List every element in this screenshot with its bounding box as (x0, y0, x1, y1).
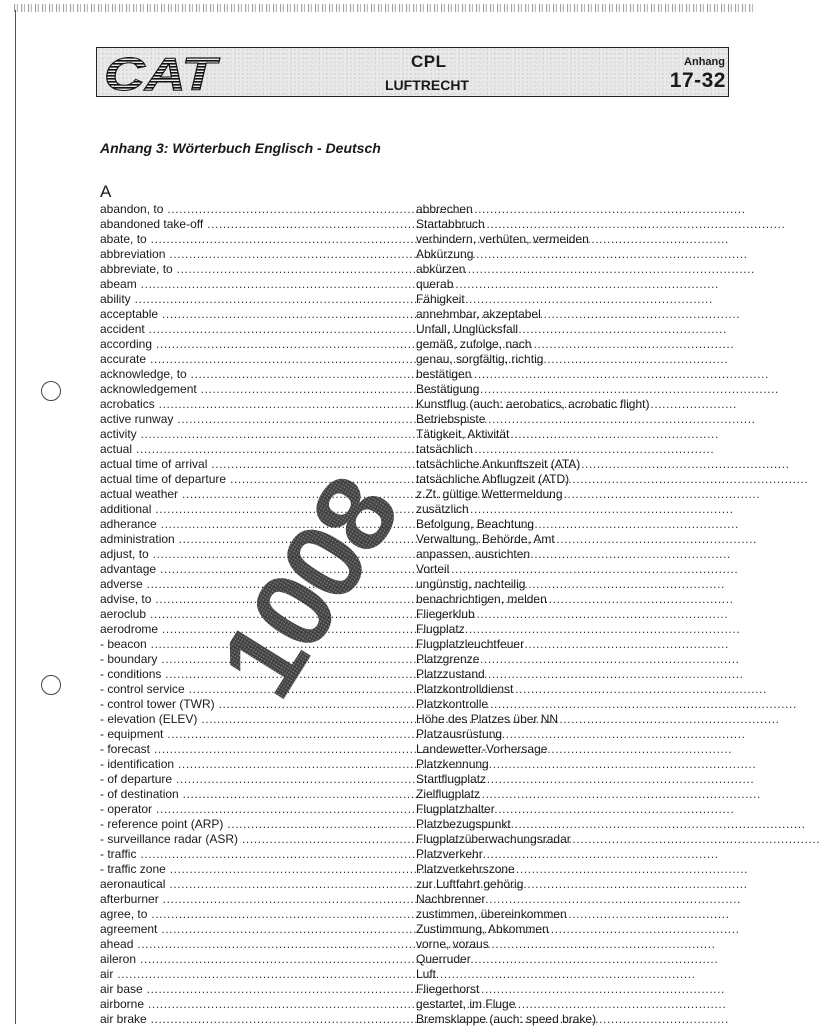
german-translation: gemäß, zufolge, nach (416, 337, 532, 351)
english-term: - boundary ..... (100, 652, 416, 667)
english-term: acceptable ..... (100, 307, 416, 322)
german-translation: Befolgung, Beachtung (416, 517, 535, 531)
english-term: abandon, to ..... (100, 202, 416, 217)
english-term: adverse ..... (100, 577, 416, 592)
german-translation: Bremsklappe (auch: speed brake) (416, 1012, 597, 1026)
dictionary-entry (100, 442, 680, 457)
german-translation: Zielflugplatz (416, 787, 481, 801)
english-term: advantage ..... (100, 562, 416, 577)
english-term: acknowledgement ..... (100, 382, 416, 397)
punch-hole-upper (41, 381, 61, 401)
german-translation: Platzkennung (416, 757, 489, 771)
dictionary-entry (100, 397, 680, 412)
dictionary-entry (100, 517, 680, 532)
english-term: adjust, to ..... (100, 547, 416, 562)
english-term: air base ..... (100, 982, 416, 997)
german-translation: Platzbezugspunkt (416, 817, 511, 831)
dictionary-entry (100, 877, 680, 892)
dictionary-entry (100, 847, 680, 862)
german-translation: bestätigen (416, 367, 472, 381)
dictionary-entry (100, 487, 680, 502)
dictionary-entry (100, 967, 680, 982)
german-translation: Bestätigung (416, 382, 480, 396)
german-translation: Flugplatz (416, 622, 465, 636)
english-term: ability ..... (100, 292, 416, 307)
dictionary-entry (100, 217, 680, 232)
german-translation: Landewetter-Vorhersage (416, 742, 548, 756)
english-term: agree, to ..... (100, 907, 416, 922)
english-term: actual ..... (100, 442, 416, 457)
english-term: - conditions ..... (100, 667, 416, 682)
dictionary-entry (100, 772, 680, 787)
german-translation: Unfall, Unglücksfall (416, 322, 519, 336)
dictionary-entry (100, 322, 680, 337)
dictionary-entry (100, 562, 680, 577)
dictionary-entry (100, 262, 680, 277)
english-term: advise, to ..... (100, 592, 416, 607)
dictionary-entry (100, 787, 680, 802)
dictionary-entry (100, 652, 680, 667)
english-term: abeam ..... (100, 277, 416, 292)
german-translation: verhindern, verhüten, vermeiden (416, 232, 589, 246)
german-translation: vorne, voraus (416, 937, 489, 951)
english-term: - of destination ..... (100, 787, 416, 802)
english-term: afterburner ..... (100, 892, 416, 907)
page-number: 17-32 (669, 69, 726, 92)
german-translation: Platzzustand (416, 667, 485, 681)
scan-noise-top (14, 4, 754, 12)
german-translation: anpassen, ausrichten (416, 547, 531, 561)
english-term: airborne ..... (100, 997, 416, 1012)
german-translation: Betriebspiste (416, 412, 486, 426)
german-translation: tatsächliche Ankunftszeit (ATA) (416, 457, 581, 471)
english-term: acknowledge, to ..... (100, 367, 416, 382)
dictionary-entry (100, 892, 680, 907)
dictionary-entry (100, 697, 680, 712)
svg-text:CAT: CAT (104, 48, 221, 100)
dictionary-entry (100, 532, 680, 547)
german-translation: Flugplatzhalter (416, 802, 495, 816)
english-term: ahead ..... (100, 937, 416, 952)
dictionary-entry (100, 577, 680, 592)
dictionary-entry (100, 862, 680, 877)
german-translation: ungünstig, nachteilig (416, 577, 526, 591)
english-term: - control service ..... (100, 682, 416, 697)
page-header (96, 47, 729, 100)
dictionary-entry (100, 232, 680, 247)
dictionary-entry (100, 982, 680, 997)
german-translation: z.Zt. gültige Wettermeldung (416, 487, 563, 501)
english-term: aerodrome ..... (100, 622, 416, 637)
dictionary-entry (100, 622, 680, 637)
english-term: activity ..... (100, 427, 416, 442)
german-translation: Nachbrenner (416, 892, 486, 906)
dictionary-list (100, 202, 680, 1027)
dictionary-entry (100, 712, 680, 727)
german-translation: Fliegerhorst (416, 982, 480, 996)
german-translation: Flugplatzleuchtfeuer (416, 637, 525, 651)
english-term: - equipment ..... (100, 727, 416, 742)
german-translation: tatsächliche Abflugzeit (ATD) (416, 472, 570, 486)
german-translation: Luft (416, 967, 437, 981)
german-translation: Abkürzung (416, 247, 474, 261)
english-term: accurate ..... (100, 352, 416, 367)
english-term: actual time of departure ..... (100, 472, 416, 487)
page-edge-line (15, 10, 16, 1024)
english-term: agreement ..... (100, 922, 416, 937)
dictionary-entry (100, 367, 680, 382)
dictionary-entry (100, 757, 680, 772)
cat-logo (102, 48, 221, 100)
english-term: abbreviate, to ..... (100, 262, 416, 277)
dictionary-entry (100, 412, 680, 427)
german-translation: benachrichtigen, melden (416, 592, 547, 606)
german-translation: Platzverkehrszone (416, 862, 515, 876)
english-term: according ..... (100, 337, 416, 352)
dictionary-entry (100, 427, 680, 442)
german-translation: Startabbruch (416, 217, 485, 231)
english-term: additional ..... (100, 502, 416, 517)
dictionary-entry (100, 667, 680, 682)
english-term: accident ..... (100, 322, 416, 337)
dictionary-entry (100, 997, 680, 1012)
dictionary-entry (100, 247, 680, 262)
german-translation: abbrechen (416, 202, 473, 216)
section-letter: A (100, 182, 112, 201)
english-term: administration ..... (100, 532, 416, 547)
dictionary-entry (100, 802, 680, 817)
course-title: CPL (411, 52, 447, 71)
german-translation: gestartet, im Fluge (416, 997, 516, 1011)
german-translation: Querruder (416, 952, 471, 966)
subject-title: LUFTRECHT (385, 77, 469, 93)
dictionary-entry (100, 1012, 680, 1027)
german-translation: Fliegerklub (416, 607, 475, 621)
german-translation: Platzausrüstung (416, 727, 503, 741)
punch-hole-lower (41, 675, 61, 695)
dictionary-entry (100, 307, 680, 322)
german-translation: Flugplatzüberwachungsradar (416, 832, 571, 846)
dictionary-entry (100, 457, 680, 472)
english-term: abandoned take-off ..... (100, 217, 416, 232)
german-translation: tatsächlich (416, 442, 473, 456)
german-translation: Höhe des Platzes über NN (416, 712, 559, 726)
english-term: - surveillance radar (ASR) ..... (100, 832, 416, 847)
svg-text:1008: 1008 (196, 458, 422, 718)
english-term: abate, to ..... (100, 232, 416, 247)
english-term: - identification ..... (100, 757, 416, 772)
dictionary-entry (100, 382, 680, 397)
german-translation: genau, sorgfältig, richtig (416, 352, 544, 366)
dictionary-entry (100, 907, 680, 922)
english-term: air ..... (100, 967, 416, 982)
dictionary-entry (100, 352, 680, 367)
english-term: - traffic ..... (100, 847, 416, 862)
dictionary-entry (100, 592, 680, 607)
dictionary-entry (100, 727, 680, 742)
german-translation: Vorteil (416, 562, 450, 576)
english-term: - elevation (ELEV) ..... (100, 712, 416, 727)
german-translation: abkürzen (416, 262, 466, 276)
english-term: - beacon ..... (100, 637, 416, 652)
german-translation: Tätigkeit, Aktivität (416, 427, 510, 441)
dictionary-entry (100, 472, 680, 487)
german-translation: Zustimmung, Abkommen (416, 922, 549, 936)
dictionary-entry (100, 742, 680, 757)
dictionary-entry (100, 292, 680, 307)
english-term: actual weather ..... (100, 487, 416, 502)
german-translation: querab (416, 277, 454, 291)
page-title: Anhang 3: Wörterbuch Englisch - Deutsch (100, 140, 381, 156)
english-term: aeronautical ..... (100, 877, 416, 892)
english-term: abbreviation ..... (100, 247, 416, 262)
dictionary-entry (100, 922, 680, 937)
german-translation: annehmbar, akzeptabel (416, 307, 541, 321)
english-term: air brake ..... (100, 1012, 416, 1027)
dictionary-entry (100, 637, 680, 652)
dictionary-entry (100, 832, 680, 847)
english-term: acrobatics ..... (100, 397, 416, 412)
dictionary-entry (100, 337, 680, 352)
english-term: - of departure ..... (100, 772, 416, 787)
dictionary-entry (100, 682, 680, 697)
german-translation: Platzkontrolle (416, 697, 489, 711)
english-term: - forecast ..... (100, 742, 416, 757)
dictionary-entry (100, 607, 680, 622)
english-term: aileron ..... (100, 952, 416, 967)
german-translation: Platzkontrolldienst (416, 682, 514, 696)
dictionary-entry (100, 952, 680, 967)
english-term: - operator ..... (100, 802, 416, 817)
english-term: aeroclub ..... (100, 607, 416, 622)
appendix-label: Anhang (684, 56, 725, 68)
english-term: - control tower (TWR) ..... (100, 697, 416, 712)
german-translation: Verwaltung, Behörde, Amt (416, 532, 555, 546)
dictionary-entry (100, 817, 680, 832)
english-term: - traffic zone ..... (100, 862, 416, 877)
dictionary-entry (100, 277, 680, 292)
german-translation: Platzverkehr (416, 847, 483, 861)
english-term: active runway ..... (100, 412, 416, 427)
german-translation: zur Luftfahrt gehörig (416, 877, 524, 891)
dictionary-entry (100, 502, 680, 517)
german-translation: Kunstflug (auch: aerobatics, acrobatic flight) (416, 397, 650, 411)
german-translation: Fähigkeit (416, 292, 465, 306)
german-translation: zusätzlich (416, 502, 469, 516)
dictionary-entry (100, 937, 680, 952)
german-translation: Startflugplatz (416, 772, 487, 786)
german-translation: Platzgrenze (416, 652, 480, 666)
english-term: actual time of arrival ..... (100, 457, 416, 472)
dictionary-entry (100, 547, 680, 562)
german-translation: zustimmen, übereinkommen (416, 907, 567, 921)
english-term: adherance ..... (100, 517, 416, 532)
dictionary-entry (100, 202, 680, 217)
english-term: - reference point (ARP) ..... (100, 817, 416, 832)
